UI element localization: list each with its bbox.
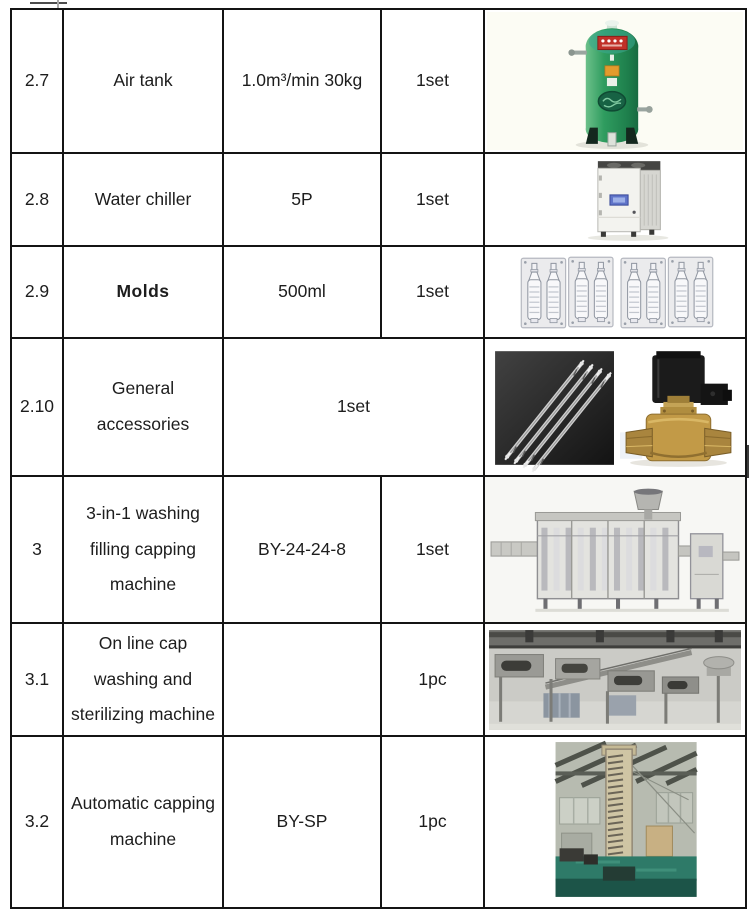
row-number: 2.8 <box>11 153 63 246</box>
row-number: 3.2 <box>11 736 63 908</box>
right-edge-line-artifact <box>747 445 749 478</box>
stretch-rods-and-solenoid-valve-photo <box>485 339 745 475</box>
item-name: 3-in-1 washing filling capping machine <box>63 476 223 623</box>
item-photo-cell <box>484 153 746 246</box>
automatic-capping-machine-photo <box>485 737 745 907</box>
air-tank-photo <box>485 10 745 152</box>
item-spec: 500ml <box>223 246 381 338</box>
item-photo-cell <box>484 476 746 623</box>
item-spec: 5P <box>223 153 381 246</box>
bottle-molds-photo <box>485 247 745 337</box>
table-row <box>11 246 746 338</box>
item-photo-cell <box>484 338 746 476</box>
item-name: Molds <box>63 246 223 338</box>
item-quantity: 1pc <box>381 623 484 736</box>
item-name: Automatic capping machine <box>63 736 223 908</box>
item-quantity: 1set <box>381 246 484 338</box>
table-row <box>11 338 746 476</box>
cap-washing-sterilizing-machine-photo <box>485 624 745 735</box>
item-quantity-merged: 1set <box>223 338 484 476</box>
item-quantity: 1set <box>381 153 484 246</box>
previous-row-border-artifact <box>30 2 67 4</box>
item-spec <box>223 623 381 736</box>
item-quantity: 1pc <box>381 736 484 908</box>
equipment-table <box>10 8 747 909</box>
item-name: On line cap washing and sterilizing machine <box>63 623 223 736</box>
washing-filling-capping-machine-photo <box>485 477 745 622</box>
item-spec: BY-SP <box>223 736 381 908</box>
row-number: 3.1 <box>11 623 63 736</box>
item-quantity: 1set <box>381 476 484 623</box>
item-photo-cell <box>484 736 746 908</box>
item-name: Air tank <box>63 9 223 153</box>
item-spec: 1.0m³/min 30kg <box>223 9 381 153</box>
item-name: General accessories <box>63 338 223 476</box>
item-quantity: 1set <box>381 9 484 153</box>
row-number: 2.7 <box>11 9 63 153</box>
row-number: 2.9 <box>11 246 63 338</box>
table-row <box>11 736 746 908</box>
table-row <box>11 476 746 623</box>
water-chiller-photo <box>485 154 745 245</box>
item-spec: BY-24-24-8 <box>223 476 381 623</box>
row-number: 3 <box>11 476 63 623</box>
row-number: 2.10 <box>11 338 63 476</box>
item-photo-cell <box>484 246 746 338</box>
item-photo-cell <box>484 9 746 153</box>
item-name: Water chiller <box>63 153 223 246</box>
table-row <box>11 9 746 153</box>
table-row <box>11 623 746 736</box>
item-photo-cell <box>484 623 746 736</box>
table-row <box>11 153 746 246</box>
